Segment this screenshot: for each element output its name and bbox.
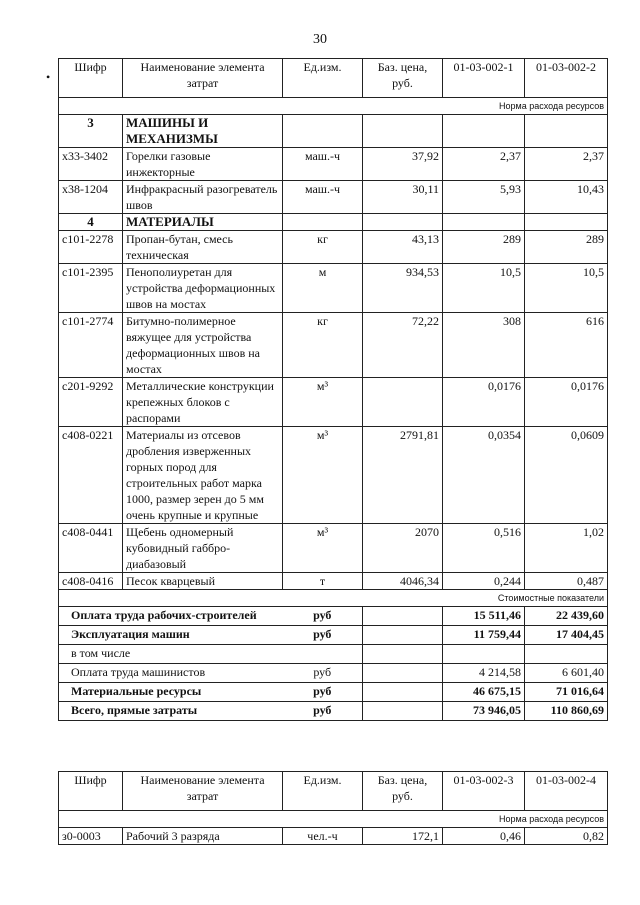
norm-value-a: 0,46 (443, 828, 525, 845)
norm-value-a: 2,37 (443, 148, 525, 181)
empty-cell (363, 664, 443, 683)
section-number: 3 (59, 115, 123, 148)
norm-row (59, 98, 608, 115)
summary-unit: руб (283, 664, 363, 683)
summary-value-b: 17 404,45 (525, 626, 608, 645)
norm-label: Норма расхода ресурсов (59, 811, 608, 828)
summary-label: в том числе (59, 645, 283, 664)
summary-row (59, 702, 608, 721)
header-col-a: 01-03-002-1 (443, 59, 525, 98)
table-header (59, 772, 608, 811)
table-body (59, 115, 608, 590)
norm-value-a: 289 (443, 231, 525, 264)
resource-name: Пенополиуретан для устройства деформационных швов на мостах (123, 264, 283, 313)
summary-label: Оплата труда рабочих-строителей (59, 607, 283, 626)
resource-price: 934,53 (363, 264, 443, 313)
resource-code: с101-2278 (59, 231, 123, 264)
summary-row (59, 683, 608, 702)
header-base-price: Баз. цена, руб. (363, 59, 443, 98)
section-header (59, 214, 608, 231)
resource-unit: т (283, 573, 363, 590)
cost-label: Стоимостные показатели (59, 590, 608, 607)
summary-unit: руб (283, 607, 363, 626)
table-row (59, 828, 608, 845)
section-header (59, 115, 608, 148)
header-unit: Ед.изм. (283, 59, 363, 98)
norm-value-a: 0,0354 (443, 427, 525, 524)
resource-name: Рабочий 3 разряда (123, 828, 283, 845)
header-col-b: 01-03-002-2 (525, 59, 608, 98)
empty-cell (363, 607, 443, 626)
summary-value-a (443, 645, 525, 664)
resource-unit: маш.-ч (283, 148, 363, 181)
resource-price: 30,11 (363, 181, 443, 214)
header-col-a: 01-03-002-3 (443, 772, 525, 811)
resource-name: Горелки газовые инжекторные (123, 148, 283, 181)
table-row (59, 313, 608, 378)
resource-unit: маш.-ч (283, 181, 363, 214)
resource-unit: чел.-ч (283, 828, 363, 845)
resource-code: с408-0221 (59, 427, 123, 524)
resource-code: з0-0003 (59, 828, 123, 845)
resource-price: 43,13 (363, 231, 443, 264)
table-row (59, 231, 608, 264)
table-header (59, 59, 608, 98)
norm-value-a: 0,244 (443, 573, 525, 590)
resource-price: 172,1 (363, 828, 443, 845)
resource-unit: м³ (283, 524, 363, 573)
summary-row (59, 626, 608, 645)
resource-unit: кг (283, 231, 363, 264)
header-name: Наименование элемента затрат (123, 772, 283, 811)
header-base-price: Баз. цена, руб. (363, 772, 443, 811)
resource-table-1 (58, 58, 608, 721)
header-code: Шифр (59, 59, 123, 98)
empty-cell (443, 115, 525, 148)
norm-value-b: 0,0609 (525, 427, 608, 524)
table-body (59, 828, 608, 845)
resource-code: с201-9292 (59, 378, 123, 427)
norm-value-a: 5,93 (443, 181, 525, 214)
summary-unit: руб (283, 702, 363, 721)
table-row (59, 573, 608, 590)
summary-label: Материальные ресурсы (59, 683, 283, 702)
empty-cell (363, 702, 443, 721)
empty-cell (283, 214, 363, 231)
margin-bullet: • (46, 70, 51, 84)
norm-value-b: 1,02 (525, 524, 608, 573)
summary-unit (283, 645, 363, 664)
empty-cell (363, 683, 443, 702)
empty-cell (363, 645, 443, 664)
resource-unit: кг (283, 313, 363, 378)
summary-value-b (525, 645, 608, 664)
norm-value-b: 289 (525, 231, 608, 264)
header-col-b: 01-03-002-4 (525, 772, 608, 811)
header-name: Наименование элемента затрат (123, 59, 283, 98)
norm-value-b: 616 (525, 313, 608, 378)
resource-name: Инфракрасный разогреватель швов (123, 181, 283, 214)
summary-label: Оплата труда машинистов (59, 664, 283, 683)
table-row (59, 148, 608, 181)
empty-cell (363, 115, 443, 148)
summary-value-b: 22 439,60 (525, 607, 608, 626)
empty-cell (525, 214, 608, 231)
cost-row (59, 590, 608, 607)
summary-unit: руб (283, 626, 363, 645)
resource-code: с101-2774 (59, 313, 123, 378)
summary-body (59, 607, 608, 721)
empty-cell (363, 626, 443, 645)
norm-value-b: 10,43 (525, 181, 608, 214)
norm-value-b: 0,0176 (525, 378, 608, 427)
norm-value-a: 0,516 (443, 524, 525, 573)
empty-cell (525, 115, 608, 148)
summary-value-a: 73 946,05 (443, 702, 525, 721)
section-title: МАШИНЫ И МЕХАНИЗМЫ (123, 115, 283, 148)
resource-name: Щебень одномерный кубовидный габбро-диабазовый (123, 524, 283, 573)
resource-table-2 (58, 771, 608, 845)
norm-label: Норма расхода ресурсов (59, 98, 608, 115)
norm-value-a: 10,5 (443, 264, 525, 313)
summary-value-a: 15 511,46 (443, 607, 525, 626)
table-row (59, 378, 608, 427)
table-row (59, 524, 608, 573)
resource-price: 72,22 (363, 313, 443, 378)
resource-price: 37,92 (363, 148, 443, 181)
summary-value-b: 6 601,40 (525, 664, 608, 683)
resource-price: 2791,81 (363, 427, 443, 524)
norm-value-a: 0,0176 (443, 378, 525, 427)
resource-unit: м³ (283, 427, 363, 524)
norm-value-b: 0,82 (525, 828, 608, 845)
summary-label: Всего, прямые затраты (59, 702, 283, 721)
section-title: МАТЕРИАЛЫ (123, 214, 283, 231)
resource-code: х33-3402 (59, 148, 123, 181)
summary-value-b: 110 860,69 (525, 702, 608, 721)
resource-name: Материалы из отсевов дробления изверженных горных пород для строительных работ марка 1000, размер зерен до 5 мм очень крупные и крупные (123, 427, 283, 524)
resource-name: Пропан-бутан, смесь техническая (123, 231, 283, 264)
header-unit: Ед.изм. (283, 772, 363, 811)
resource-unit: м³ (283, 378, 363, 427)
norm-value-b: 10,5 (525, 264, 608, 313)
empty-cell (443, 214, 525, 231)
summary-value-a: 11 759,44 (443, 626, 525, 645)
norm-value-b: 2,37 (525, 148, 608, 181)
summary-row (59, 645, 608, 664)
resource-code: с408-0416 (59, 573, 123, 590)
norm-value-b: 0,487 (525, 573, 608, 590)
summary-value-b: 71 016,64 (525, 683, 608, 702)
resource-code: с408-0441 (59, 524, 123, 573)
norm-value-a: 308 (443, 313, 525, 378)
table-row (59, 264, 608, 313)
summary-row (59, 607, 608, 626)
resource-name: Битумно-полимерное вяжущее для устройства деформационных швов на мостах (123, 313, 283, 378)
resource-code: с101-2395 (59, 264, 123, 313)
summary-row (59, 664, 608, 683)
empty-cell (283, 115, 363, 148)
resource-name: Песок кварцевый (123, 573, 283, 590)
resource-price: 4046,34 (363, 573, 443, 590)
table-row (59, 427, 608, 524)
resource-name: Металлические конструкции крепежных блоков с распорами (123, 378, 283, 427)
summary-value-a: 4 214,58 (443, 664, 525, 683)
resource-code: х38-1204 (59, 181, 123, 214)
table-row (59, 181, 608, 214)
resource-price: 2070 (363, 524, 443, 573)
page-number: 30 (313, 32, 327, 47)
header-code: Шифр (59, 772, 123, 811)
section-number: 4 (59, 214, 123, 231)
resource-unit: м (283, 264, 363, 313)
summary-unit: руб (283, 683, 363, 702)
resource-price (363, 378, 443, 427)
summary-label: Эксплуатация машин (59, 626, 283, 645)
norm-row (59, 811, 608, 828)
empty-cell (363, 214, 443, 231)
summary-value-a: 46 675,15 (443, 683, 525, 702)
